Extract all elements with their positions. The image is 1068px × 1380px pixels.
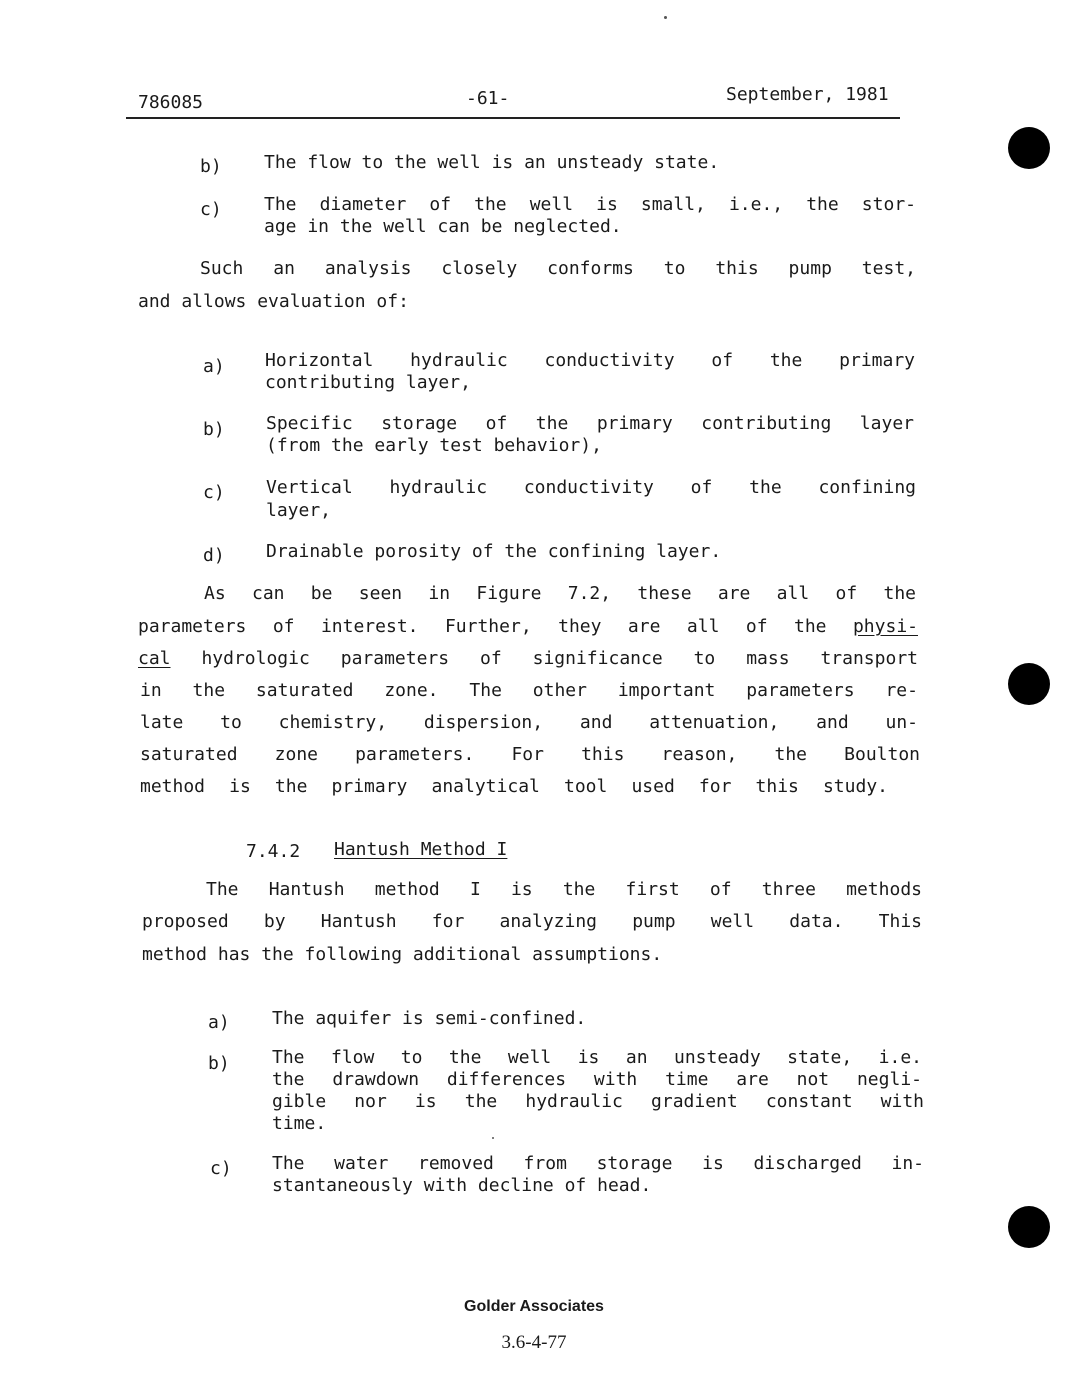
underlined-word-physical: physi- xyxy=(852,616,918,637)
header-rule xyxy=(126,117,900,119)
list2-label-a: a) xyxy=(203,356,225,377)
list2-item-a-line-1: Horizontal hydraulic conductivity of the primary xyxy=(265,350,915,371)
section-title: Hantush Method I xyxy=(334,839,508,860)
list2-item-a-line-2: contributing layer, xyxy=(265,372,471,393)
punch-hole-top xyxy=(1008,127,1050,169)
para3-line-3: method has the following additional assumptions. xyxy=(142,944,663,965)
list1-item-c-line-1: The diameter of the well is small, i.e., the stor- xyxy=(264,194,916,215)
list1-item-b-line-1: The flow to the well is an unsteady state. xyxy=(264,152,720,173)
underlined-word-cal: cal xyxy=(138,648,171,669)
list2-item-d-line-1: Drainable porosity of the confining layer. xyxy=(266,541,722,562)
para2-line-1: As can be seen in Figure 7.2, these are all of the xyxy=(204,583,916,604)
section-number: 7.4.2 xyxy=(246,841,301,862)
scan-speck xyxy=(664,16,667,19)
para2-line-5: late to chemistry, dispersion, and attenuation, and un- xyxy=(140,712,918,733)
list3-label-b: b) xyxy=(208,1053,230,1074)
list2-item-c-line-2: layer, xyxy=(266,500,332,521)
para3-line-2: proposed by Hantush for analyzing pump well data. This xyxy=(142,911,922,932)
list2-label-c: c) xyxy=(203,482,225,503)
list3-label-c: c) xyxy=(210,1158,232,1179)
list2-item-b-line-1: Specific storage of the primary contributing layer xyxy=(266,413,914,434)
punch-hole-bottom xyxy=(1008,1206,1050,1248)
para2-line-6: saturated zone parameters. For this reason, the Boulton xyxy=(140,744,920,765)
list3-item-b-line-3: gible nor is the hydraulic gradient constant with xyxy=(272,1091,924,1112)
list2-item-b-line-2: (from the early test behavior), xyxy=(266,435,602,456)
list3-item-b-line-1: The flow to the well is an unsteady state, i.e. xyxy=(272,1047,922,1068)
list1-label-c: c) xyxy=(200,199,222,220)
punch-hole-middle xyxy=(1008,663,1050,705)
para1-line-2: and allows evaluation of: xyxy=(138,291,409,312)
para3-line-1: The Hantush method I is the first of three methods xyxy=(206,879,922,900)
list2-label-b: b) xyxy=(203,419,225,440)
list2-label-d: d) xyxy=(203,545,225,566)
list3-item-b-line-2: the drawdown differences with time are not negli- xyxy=(272,1069,922,1090)
scan-speck xyxy=(492,1137,494,1139)
list3-item-c-line-1: The water removed from storage is discharged in- xyxy=(272,1153,924,1174)
para2-line-4: in the saturated zone. The other important parameters re- xyxy=(140,680,918,701)
list1-label-b: b) xyxy=(200,156,222,177)
list3-item-c-line-2: stantaneously with decline of head. xyxy=(272,1175,652,1196)
para2-line-3: cal hydrologic parameters of significance to mass transport xyxy=(138,648,918,669)
list3-item-a-line-1: The aquifer is semi-confined. xyxy=(272,1008,587,1029)
document-date: September, 1981 xyxy=(726,84,889,105)
footer-firm-name: Golder Associates xyxy=(464,1298,604,1315)
document-number: 786085 xyxy=(138,92,204,113)
list2-item-c-line-1: Vertical hydraulic conductivity of the confining xyxy=(266,477,916,498)
page-number: -61- xyxy=(466,88,510,109)
para2-line-2: parameters of interest. Further, they are all of the physi- xyxy=(138,616,918,637)
list1-item-c-line-2: age in the well can be neglected. xyxy=(264,216,622,237)
para2-line-7: method is the primary analytical tool used for this study. xyxy=(140,776,888,797)
list3-item-b-line-4: time. xyxy=(272,1113,327,1134)
list3-label-a: a) xyxy=(208,1012,230,1033)
para1-line-1: Such an analysis closely conforms to this pump test, xyxy=(200,258,916,279)
footer-page-code: 3.6-4-77 xyxy=(501,1332,567,1353)
